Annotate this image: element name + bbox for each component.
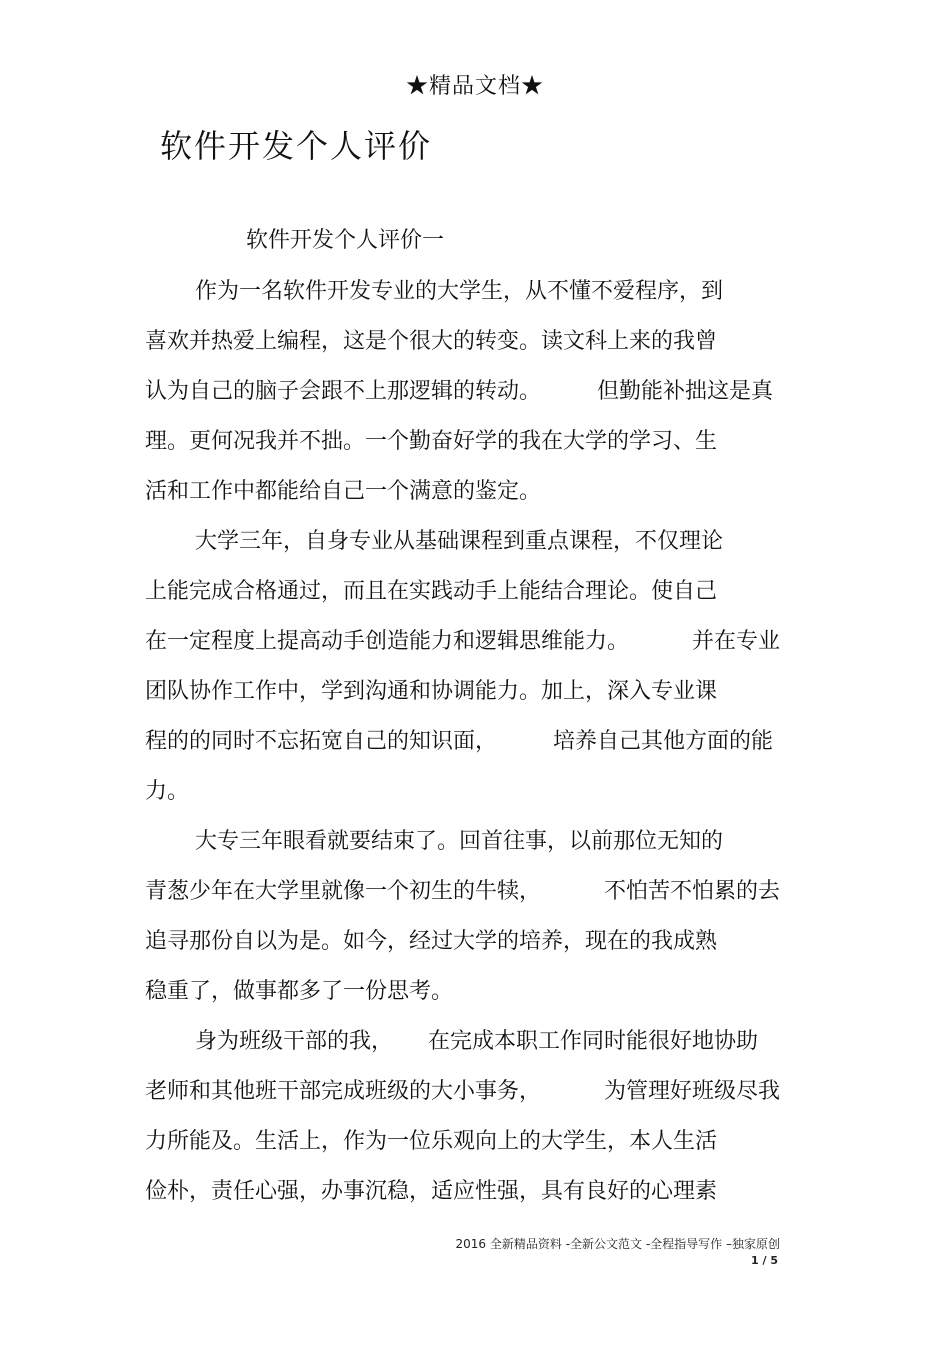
paragraph-line: 老师和其他班干部完成班级的大小事务， 为管理好班级尽我 [145, 1079, 780, 1104]
page-number: 1 / 5 [751, 1254, 778, 1267]
header-banner: ★精品文档★ [405, 74, 544, 99]
paragraph-line: 大学三年，自身专业从基础课程到重点课程，不仅理论 [195, 529, 724, 554]
footer-text: 2016 全新精品资料 -全新公文范文 -全程指导写作 –独家原创 [455, 1237, 780, 1251]
paragraph-line: 青葱少年在大学里就像一个初生的牛犊， 不怕苦不怕累的去 [145, 879, 780, 904]
paragraph-line: 力所能及。生活上，作为一位乐观向上的大学生，本人生活 [145, 1129, 718, 1154]
paragraph-line: 稳重了，做事都多了一份思考。 [145, 979, 454, 1004]
document-title: 软件开发个人评价 [160, 127, 433, 165]
paragraph-line: 活和工作中都能给自己一个满意的鉴定。 [145, 479, 542, 504]
paragraph-line: 喜欢并热爱上编程，这是个很大的转变。读文科上来的我曾 [145, 329, 718, 354]
paragraph-line: 作为一名软件开发专业的大学生，从不懂不爱程序，到 [195, 279, 724, 304]
paragraph-line: 上能完成合格通过，而且在实践动手上能结合理论。使自己 [145, 579, 718, 604]
paragraph-line: 力。 [145, 779, 190, 804]
paragraph-line: 身为班级干部的我， 在完成本职工作同时能很好地协助 [195, 1029, 758, 1054]
section-subtitle: 软件开发个人评价一 [246, 228, 445, 253]
paragraph-line: 团队协作工作中，学到沟通和协调能力。加上，深入专业课 [145, 679, 718, 704]
paragraph-line: 程的的同时不忘拓宽自己的知识面， 培养自己其他方面的能 [145, 729, 773, 754]
paragraph-line: 认为自己的脑子会跟不上那逻辑的转动。 但勤能补拙这是真 [145, 379, 773, 404]
paragraph-line: 追寻那份自以为是。如今，经过大学的培养，现在的我成熟 [145, 929, 718, 954]
paragraph-line: 大专三年眼看就要结束了。回首往事，以前那位无知的 [195, 829, 724, 854]
paragraph-line: 在一定程度上提高动手创造能力和逻辑思维能力。 并在专业 [145, 629, 780, 654]
paragraph-line: 俭朴，责任心强，办事沉稳，适应性强，具有良好的心理素 [145, 1179, 718, 1204]
paragraph-line: 理。更何况我并不拙。一个勤奋好学的我在大学的学习、生 [145, 429, 718, 454]
